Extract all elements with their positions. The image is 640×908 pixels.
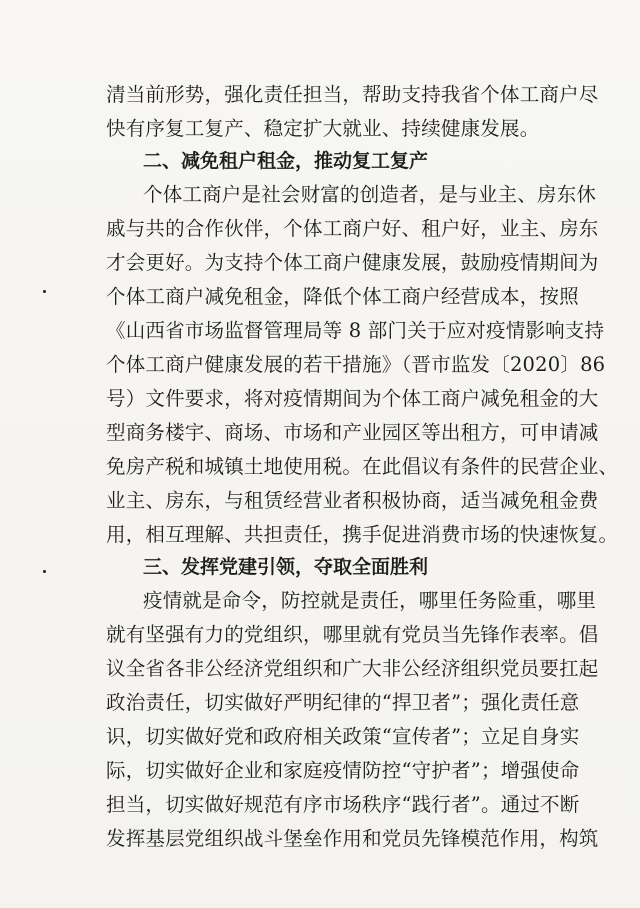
body-text-line: 号）文件要求，将对疫情期间为个体工商户减免租金的大 [106, 387, 599, 410]
body-text-line: 际，切实做好企业和家庭疫情防控“守护者”；增强使命 [106, 759, 580, 782]
body-text-line: 担当，切实做好规范有序市场秩序“践行者”。通过不断 [106, 793, 580, 816]
body-text-line: 个体工商户健康发展的若干措施》（晋市监发〔2020〕86 [106, 353, 606, 376]
body-text-line: 议全省各非公经济党组织和广大非公经济组织党员要扛起 [106, 657, 599, 680]
body-text-line: 《山西省市场监督管理局等 8 部门关于应对疫情影响支持 [106, 319, 605, 342]
body-text-line: 识，切实做好党和政府相关政策“宣传者”；立足自身实 [106, 725, 580, 748]
body-text-line: 发挥基层党组织战斗堡垒作用和党员先锋模范作用，构筑 [106, 827, 599, 850]
body-text-line: 疫情就是命令，防控就是责任，哪里任务险重，哪里 [143, 589, 597, 612]
binding-hole-mark [43, 290, 46, 293]
body-text-line: 用，相互理解、共担责任，携手促进消费市场的快速恢复。 [106, 523, 619, 546]
body-text-line: 个体工商户减免租金，降低个体工商户经营成本，按照 [106, 285, 579, 308]
section-heading: 三、发挥党建引领，夺取全面胜利 [143, 556, 429, 578]
binding-hole-mark [43, 570, 46, 573]
section-heading: 二、减免租户租金，推动复工复产 [143, 150, 429, 172]
body-text-line: 业主、房东，与租赁经营业者积极协商，适当减免租金费 [106, 489, 599, 512]
body-text-line: 就有坚强有力的党组织，哪里就有党员当先锋作表率。倡 [106, 623, 599, 646]
body-text-line: 型商务楼宇、商场、市场和产业园区等出租方，可申请减 [106, 421, 599, 444]
body-text-line: 才会更好。为支持个体工商户健康发展，鼓励疫情期间为 [106, 251, 599, 274]
body-text-line: 快有序复工复产、稳定扩大就业、持续健康发展。 [106, 117, 540, 140]
body-text-line: 清当前形势，强化责任担当，帮助支持我省个体工商户尽 [106, 83, 599, 106]
body-text-line: 免房产税和城镇土地使用税。在此倡议有条件的民营企业、 [106, 455, 619, 478]
body-text-line: 个体工商户是社会财富的创造者，是与业主、房东休 [143, 183, 597, 206]
body-text-line: 政治责任，切实做好严明纪律的“捍卫者”；强化责任意 [106, 691, 580, 714]
body-text-line: 戚与共的合作伙伴，个体工商户好、租户好，业主、房东 [106, 217, 599, 240]
